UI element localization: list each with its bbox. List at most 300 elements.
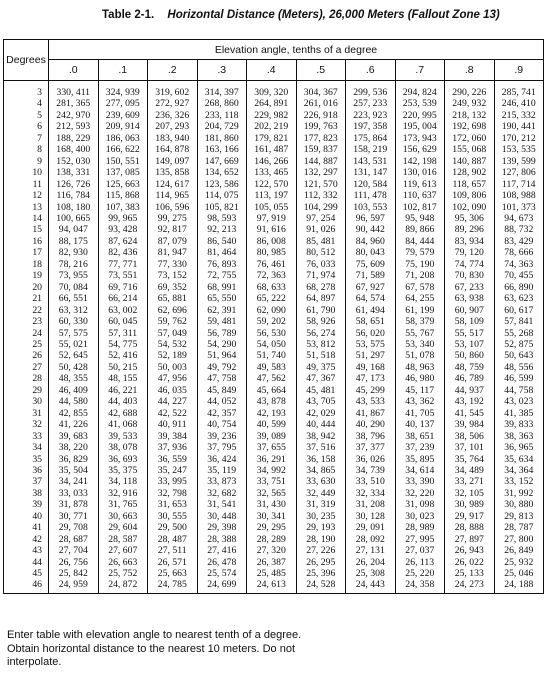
distance-cell: 78, 216	[49, 259, 99, 270]
distance-cell: 281, 365	[49, 98, 99, 109]
distance-cell: 82, 930	[49, 247, 99, 258]
distance-cell: 111, 478	[346, 190, 396, 201]
distance-cell: 67, 233	[445, 282, 495, 293]
distance-cell: 92, 817	[148, 224, 198, 235]
distance-cell: 66, 890	[494, 282, 544, 293]
distance-cell: 35, 375	[98, 465, 148, 476]
distance-cell: 48, 759	[445, 362, 495, 373]
distance-cell: 48, 963	[395, 362, 445, 373]
distance-cell: 135, 858	[148, 167, 198, 178]
distance-cell: 29, 917	[445, 511, 495, 522]
distance-cell: 28, 989	[395, 522, 445, 533]
distance-cell: 74, 774	[445, 259, 495, 270]
distance-cell: 128, 902	[445, 167, 495, 178]
distance-cell: 106, 596	[148, 202, 198, 213]
distance-cell: 66, 214	[98, 293, 148, 304]
distance-cell: 261, 016	[296, 98, 346, 109]
degree-cell: 40	[4, 511, 49, 522]
table-row	[4, 408, 544, 419]
distance-cell: 63, 623	[494, 293, 544, 304]
distance-cell: 28, 587	[98, 534, 148, 545]
distance-cell: 107, 383	[98, 202, 148, 213]
distance-cell: 236, 326	[148, 110, 198, 121]
distance-cell: 108, 988	[494, 190, 544, 201]
distance-cell: 25, 308	[346, 568, 396, 579]
distance-cell: 91, 026	[296, 224, 346, 235]
distance-cell: 31, 541	[197, 499, 247, 510]
distance-cell: 94, 047	[49, 224, 99, 235]
distance-cell: 26, 849	[494, 545, 544, 556]
distance-cell: 31, 992	[494, 488, 544, 499]
distance-cell: 32, 334	[346, 488, 396, 499]
distance-cell: 101, 373	[494, 202, 544, 213]
distance-cell: 122, 570	[247, 179, 297, 190]
distance-cell: 86, 008	[247, 236, 297, 247]
distance-cell: 39, 533	[98, 431, 148, 442]
distance-cell: 143, 531	[346, 156, 396, 167]
table-row	[4, 557, 544, 568]
distance-cell: 29, 193	[296, 522, 346, 533]
distance-cell: 37, 377	[346, 442, 396, 453]
distance-cell: 195, 004	[395, 121, 445, 132]
distance-cell: 27, 704	[49, 545, 99, 556]
distance-cell: 31, 208	[346, 499, 396, 510]
distance-cell: 97, 254	[296, 213, 346, 224]
distance-cell: 25, 485	[247, 568, 297, 579]
distance-cell: 215, 332	[494, 110, 544, 121]
distance-cell: 100, 665	[49, 213, 99, 224]
degree-cell: 32	[4, 419, 49, 430]
distance-cell: 207, 293	[148, 121, 198, 132]
table-body	[4, 81, 544, 594]
degree-cell: 17	[4, 247, 49, 258]
distance-cell: 163, 166	[197, 144, 247, 155]
distance-cell: 66, 551	[49, 293, 99, 304]
distance-cell: 33, 630	[296, 476, 346, 487]
table-row	[4, 270, 544, 281]
distance-cell: 36, 559	[148, 454, 198, 465]
distance-cell: 42, 688	[98, 408, 148, 419]
distance-cell: 63, 002	[98, 305, 148, 316]
table-row	[4, 224, 544, 235]
distance-cell: 36, 965	[494, 442, 544, 453]
distance-cell: 59, 481	[197, 316, 247, 327]
distance-cell: 126, 726	[49, 179, 99, 190]
distance-cell: 93, 428	[98, 224, 148, 235]
degree-cell: 35	[4, 454, 49, 465]
distance-cell: 59, 762	[148, 316, 198, 327]
distance-cell: 39, 089	[247, 431, 297, 442]
distance-cell: 105, 821	[197, 202, 247, 213]
distance-cell: 35, 247	[148, 465, 198, 476]
table-row	[4, 568, 544, 579]
tenths-header-row	[4, 60, 544, 81]
distance-cell: 27, 226	[296, 545, 346, 556]
distance-cell: 56, 789	[197, 328, 247, 339]
distance-cell: 48, 155	[98, 373, 148, 384]
table-row	[4, 579, 544, 593]
distance-cell: 24, 699	[197, 579, 247, 593]
distance-cell: 28, 388	[197, 534, 247, 545]
distance-cell: 57, 841	[494, 316, 544, 327]
distance-cell: 51, 740	[247, 350, 297, 361]
table-row	[4, 282, 544, 293]
distance-cell: 116, 784	[49, 190, 99, 201]
table-row	[4, 431, 544, 442]
distance-cell: 33, 033	[49, 488, 99, 499]
distance-cell: 76, 033	[296, 259, 346, 270]
distance-cell: 45, 481	[296, 385, 346, 396]
distance-cell: 138, 331	[49, 167, 99, 178]
distance-cell: 25, 220	[395, 568, 445, 579]
distance-cell: 77, 330	[148, 259, 198, 270]
distance-cell: 96, 597	[346, 213, 396, 224]
distance-cell: 304, 367	[296, 81, 346, 99]
distance-cell: 28, 092	[346, 534, 396, 545]
distance-cell: 97, 919	[247, 213, 297, 224]
distance-cell: 133, 465	[247, 167, 297, 178]
distance-cell: 27, 800	[494, 534, 544, 545]
distance-cell: 48, 556	[494, 362, 544, 373]
table-row	[4, 179, 544, 190]
distance-cell: 33, 751	[247, 476, 297, 487]
distance-cell: 68, 991	[197, 282, 247, 293]
degree-cell: 16	[4, 236, 49, 247]
distance-cell: 46, 409	[49, 385, 99, 396]
distance-cell: 33, 152	[494, 476, 544, 487]
distance-cell: 58, 109	[445, 316, 495, 327]
tenth-header: .7	[395, 60, 445, 81]
distance-cell: 24, 959	[49, 579, 99, 593]
distance-cell: 36, 829	[49, 454, 99, 465]
degree-cell: 18	[4, 259, 49, 270]
distance-cell: 28, 687	[49, 534, 99, 545]
distance-cell: 79, 120	[445, 247, 495, 258]
distance-cell: 54, 050	[247, 339, 297, 350]
table-row	[4, 534, 544, 545]
table-row	[4, 511, 544, 522]
distance-cell: 91, 616	[247, 224, 297, 235]
table-row	[4, 305, 544, 316]
table-row	[4, 339, 544, 350]
distance-cell: 45, 299	[346, 385, 396, 396]
distance-cell: 229, 982	[247, 110, 297, 121]
distance-cell: 103, 553	[346, 202, 396, 213]
table-row	[4, 373, 544, 384]
distance-cell: 38, 942	[296, 431, 346, 442]
degree-cell: 41	[4, 522, 49, 533]
distance-cell: 223, 923	[346, 110, 396, 121]
distance-cell: 73, 152	[148, 270, 198, 281]
distance-cell: 59, 202	[247, 316, 297, 327]
distance-cell: 44, 758	[494, 385, 544, 396]
distance-cell: 46, 221	[98, 385, 148, 396]
distance-cell: 24, 528	[296, 579, 346, 593]
degree-cell: 9	[4, 156, 49, 167]
distance-cell: 30, 128	[346, 511, 396, 522]
distance-cell: 26, 387	[247, 557, 297, 568]
distance-cell: 79, 579	[395, 247, 445, 258]
distance-cell: 37, 655	[247, 442, 297, 453]
distance-cell: 38, 220	[49, 442, 99, 453]
distance-cell: 62, 090	[247, 305, 297, 316]
tenth-header: .1	[98, 60, 148, 81]
distance-cell: 70, 830	[445, 270, 495, 281]
distance-cell: 74, 363	[494, 259, 544, 270]
distance-cell: 36, 693	[98, 454, 148, 465]
table-number: Table 2-1.	[102, 9, 155, 21]
distance-cell: 78, 666	[494, 247, 544, 258]
distance-cell: 41, 545	[445, 408, 495, 419]
distance-cell: 30, 235	[296, 511, 346, 522]
distance-cell: 44, 937	[445, 385, 495, 396]
distance-cell: 35, 119	[197, 465, 247, 476]
distance-table	[3, 39, 544, 594]
distance-cell: 29, 295	[247, 522, 297, 533]
degrees-header: Degrees	[4, 40, 49, 81]
distance-cell: 33, 390	[395, 476, 445, 487]
distance-cell: 40, 290	[346, 419, 396, 430]
distance-cell: 181, 860	[197, 133, 247, 144]
distance-cell: 197, 358	[346, 121, 396, 132]
distance-cell: 27, 897	[445, 534, 495, 545]
distance-cell: 30, 555	[148, 511, 198, 522]
distance-cell: 83, 429	[494, 236, 544, 247]
distance-cell: 44, 227	[148, 396, 198, 407]
distance-cell: 35, 895	[395, 454, 445, 465]
table-row	[4, 545, 544, 556]
distance-cell: 268, 860	[197, 98, 247, 109]
distance-cell: 58, 651	[346, 316, 396, 327]
distance-cell: 62, 696	[148, 305, 198, 316]
distance-cell: 47, 173	[346, 373, 396, 384]
distance-cell: 39, 683	[49, 431, 99, 442]
distance-cell: 61, 790	[296, 305, 346, 316]
tenth-header: .4	[247, 60, 297, 81]
distance-cell: 95, 948	[395, 213, 445, 224]
distance-cell: 183, 940	[148, 133, 198, 144]
distance-cell: 99, 965	[98, 213, 148, 224]
tenth-header: .6	[346, 60, 396, 81]
table-row	[4, 442, 544, 453]
distance-cell: 173, 943	[395, 133, 445, 144]
distance-cell: 26, 022	[445, 557, 495, 568]
table-row	[4, 465, 544, 476]
distance-cell: 64, 255	[395, 293, 445, 304]
degree-cell: 12	[4, 190, 49, 201]
distance-cell: 142, 198	[395, 156, 445, 167]
distance-cell: 53, 340	[395, 339, 445, 350]
distance-cell: 125, 663	[98, 179, 148, 190]
distance-cell: 31, 098	[395, 499, 445, 510]
distance-cell: 43, 023	[494, 396, 544, 407]
table-row	[4, 202, 544, 213]
table-row	[4, 121, 544, 132]
distance-cell: 80, 512	[296, 247, 346, 258]
table-row	[4, 476, 544, 487]
distance-cell: 31, 765	[98, 499, 148, 510]
table-row	[4, 293, 544, 304]
degree-cell: 31	[4, 408, 49, 419]
distance-cell: 44, 403	[98, 396, 148, 407]
distance-cell: 73, 551	[98, 270, 148, 281]
degree-cell: 20	[4, 282, 49, 293]
degree-cell: 29	[4, 385, 49, 396]
distance-cell: 168, 400	[49, 144, 99, 155]
distance-cell: 264, 891	[247, 98, 297, 109]
distance-cell: 61, 199	[395, 305, 445, 316]
degree-cell: 37	[4, 476, 49, 487]
distance-cell: 56, 020	[346, 328, 396, 339]
distance-cell: 50, 643	[494, 350, 544, 361]
distance-cell: 29, 813	[494, 511, 544, 522]
distance-cell: 38, 078	[98, 442, 148, 453]
distance-cell: 63, 938	[445, 293, 495, 304]
distance-cell: 31, 878	[49, 499, 99, 510]
distance-cell: 188, 229	[49, 133, 99, 144]
degree-cell: 43	[4, 545, 49, 556]
distance-cell: 60, 330	[49, 316, 99, 327]
distance-cell: 32, 916	[98, 488, 148, 499]
degree-cell: 4	[4, 98, 49, 109]
distance-cell: 218, 132	[445, 110, 495, 121]
distance-cell: 29, 091	[346, 522, 396, 533]
distance-cell: 34, 118	[98, 476, 148, 487]
distance-cell: 294, 824	[395, 81, 445, 99]
table-row	[4, 316, 544, 327]
distance-cell: 41, 385	[494, 408, 544, 419]
distance-cell: 26, 478	[197, 557, 247, 568]
distance-cell: 46, 980	[395, 373, 445, 384]
distance-cell: 29, 398	[197, 522, 247, 533]
distance-cell: 49, 792	[197, 362, 247, 373]
distance-cell: 290, 226	[445, 81, 495, 99]
distance-cell: 202, 219	[247, 121, 297, 132]
distance-cell: 34, 241	[49, 476, 99, 487]
distance-cell: 46, 599	[494, 373, 544, 384]
distance-cell: 121, 570	[296, 179, 346, 190]
distance-cell: 44, 052	[197, 396, 247, 407]
table-caption	[102, 9, 500, 21]
distance-cell: 49, 583	[247, 362, 297, 373]
distance-cell: 55, 767	[395, 328, 445, 339]
distance-cell: 39, 984	[445, 419, 495, 430]
distance-cell: 114, 075	[197, 190, 247, 201]
degree-cell: 25	[4, 339, 49, 350]
distance-cell: 39, 384	[148, 431, 198, 442]
distance-cell: 98, 593	[197, 213, 247, 224]
distance-cell: 159, 837	[296, 144, 346, 155]
distance-cell: 43, 192	[445, 396, 495, 407]
table-row	[4, 167, 544, 178]
distance-cell: 139, 599	[494, 156, 544, 167]
distance-cell: 85, 481	[296, 236, 346, 247]
table-row	[4, 396, 544, 407]
degree-cell: 33	[4, 431, 49, 442]
distance-cell: 49, 375	[296, 362, 346, 373]
distance-cell: 32, 220	[395, 488, 445, 499]
distance-cell: 41, 705	[395, 408, 445, 419]
distance-cell: 37, 239	[395, 442, 445, 453]
distance-cell: 49, 168	[346, 362, 396, 373]
distance-cell: 56, 530	[247, 328, 297, 339]
distance-cell: 117, 714	[494, 179, 544, 190]
distance-cell: 24, 188	[494, 579, 544, 593]
distance-cell: 95, 306	[445, 213, 495, 224]
distance-cell: 47, 367	[296, 373, 346, 384]
distance-cell: 134, 652	[197, 167, 247, 178]
distance-cell: 40, 911	[148, 419, 198, 430]
distance-cell: 37, 795	[197, 442, 247, 453]
distance-cell: 92, 213	[197, 224, 247, 235]
distance-cell: 39, 833	[494, 419, 544, 430]
table-row	[4, 81, 544, 99]
table-row	[4, 98, 544, 109]
distance-cell: 94, 673	[494, 213, 544, 224]
distance-cell: 55, 021	[49, 339, 99, 350]
distance-cell: 32, 105	[445, 488, 495, 499]
distance-cell: 27, 995	[395, 534, 445, 545]
distance-cell: 30, 880	[494, 499, 544, 510]
distance-cell: 34, 992	[247, 465, 297, 476]
tenth-header: .0	[49, 60, 99, 81]
distance-cell: 158, 219	[346, 144, 396, 155]
distance-cell: 41, 226	[49, 419, 99, 430]
distance-cell: 26, 943	[445, 545, 495, 556]
distance-cell: 285, 741	[494, 81, 544, 99]
distance-cell: 55, 268	[494, 328, 544, 339]
degree-cell: 28	[4, 373, 49, 384]
distance-cell: 64, 897	[296, 293, 346, 304]
distance-cell: 28, 787	[494, 522, 544, 533]
distance-cell: 204, 729	[197, 121, 247, 132]
distance-cell: 28, 289	[247, 534, 297, 545]
distance-cell: 32, 682	[197, 488, 247, 499]
distance-cell: 35, 634	[494, 454, 544, 465]
distance-cell: 33, 271	[445, 476, 495, 487]
distance-cell: 192, 698	[445, 121, 495, 132]
distance-cell: 114, 965	[148, 190, 198, 201]
distance-cell: 38, 506	[445, 431, 495, 442]
distance-cell: 33, 995	[148, 476, 198, 487]
distance-cell: 71, 208	[395, 270, 445, 281]
distance-cell: 77, 771	[98, 259, 148, 270]
distance-cell: 27, 511	[148, 545, 198, 556]
distance-cell: 30, 771	[49, 511, 99, 522]
distance-cell: 47, 562	[247, 373, 297, 384]
distance-cell: 152, 030	[49, 156, 99, 167]
tenth-header: .2	[148, 60, 198, 81]
distance-cell: 43, 878	[247, 396, 297, 407]
distance-cell: 99, 275	[148, 213, 198, 224]
distance-cell: 71, 589	[346, 270, 396, 281]
table-row	[4, 156, 544, 167]
degree-cell: 38	[4, 488, 49, 499]
distance-cell: 72, 363	[247, 270, 297, 281]
distance-cell: 104, 299	[296, 202, 346, 213]
distance-cell: 144, 887	[296, 156, 346, 167]
distance-cell: 132, 297	[296, 167, 346, 178]
table-title: Horizontal Distance (Meters), 26,000 Meters (Fallout Zone 13)	[167, 9, 500, 21]
tenth-header: .8	[445, 60, 495, 81]
tenth-header: .9	[494, 60, 544, 81]
distance-cell: 29, 604	[98, 522, 148, 533]
distance-cell: 190, 441	[494, 121, 544, 132]
degree-cell: 27	[4, 362, 49, 373]
table-row	[4, 236, 544, 247]
degree-cell: 46	[4, 579, 49, 593]
distance-cell: 76, 893	[197, 259, 247, 270]
